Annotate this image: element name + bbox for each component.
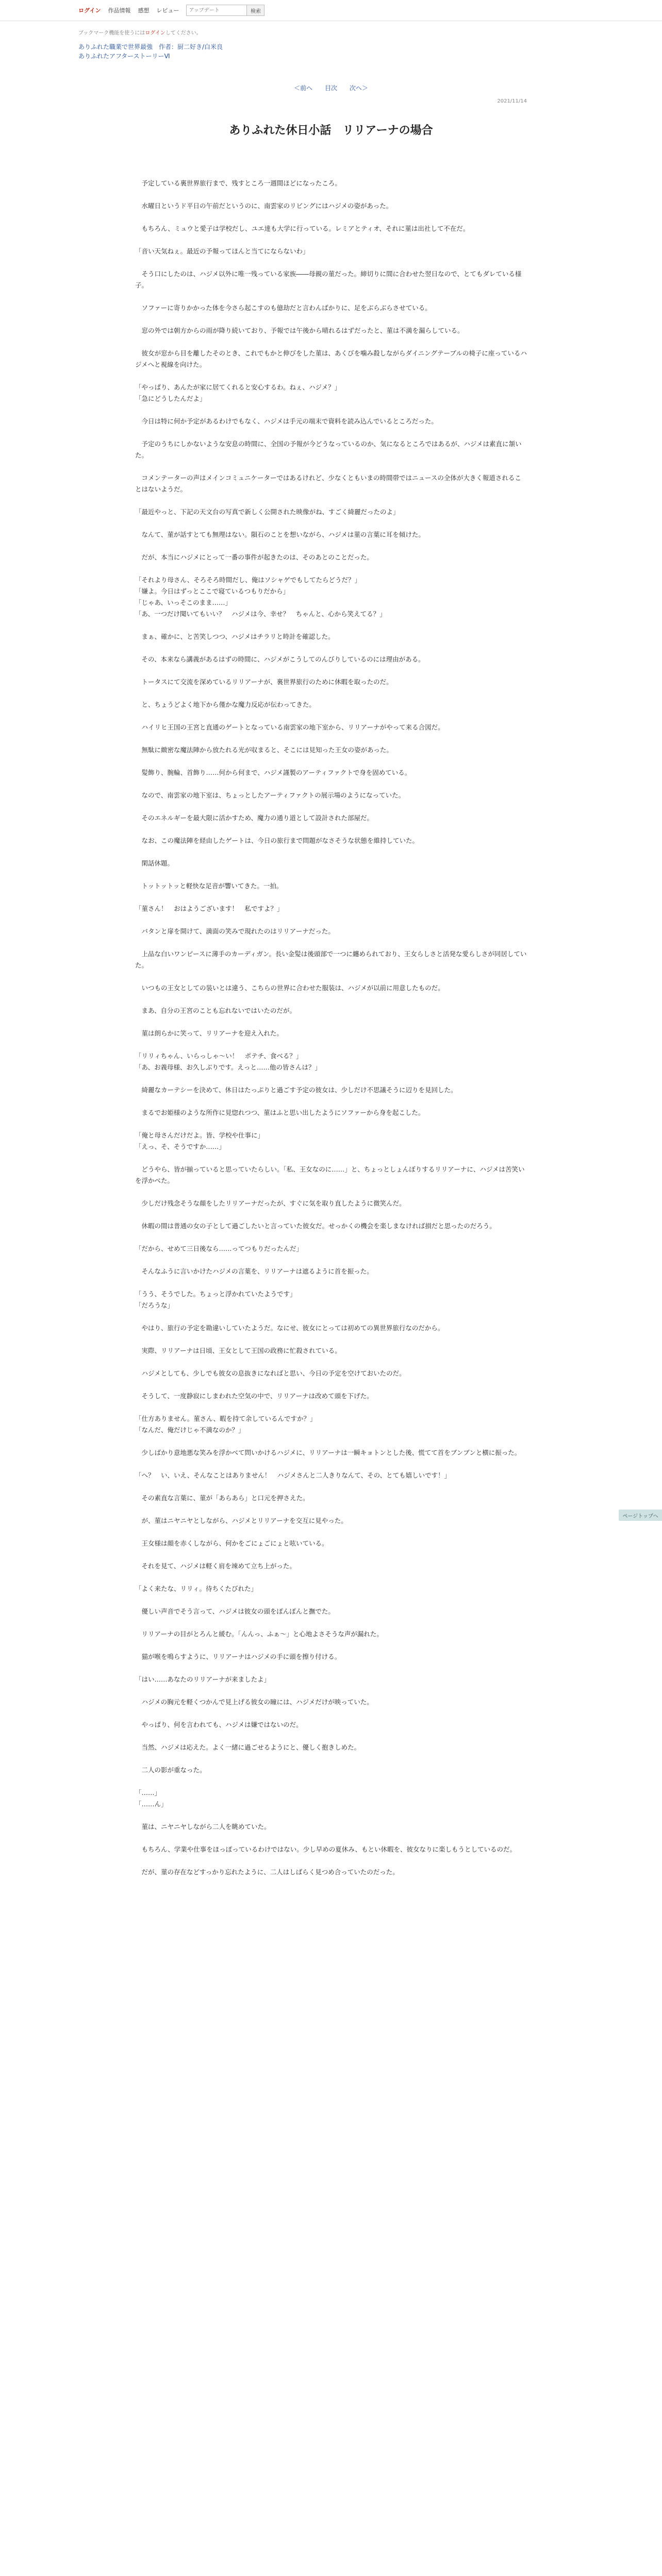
- body-paragraph: 王女様は顔を赤くしながら、何かをごにょごにょと呟いている。: [135, 1539, 328, 1547]
- body-paragraph: 「仕方ありません。菫さん、暇を持て余しているんですか？」 「なんだ、俺だけじゃ不満なのか？」: [135, 1415, 317, 1434]
- body-paragraph: 「音い天気ねぇ。最近の予報ってほんと当てにならないわ」: [135, 247, 309, 255]
- publish-date: 2021/11/14: [497, 98, 527, 104]
- body-paragraph: どうやら、皆が揃っていると思っていたらしい。「私、王女なのに……」と、ちょっとしょんぼりするリリアーナに、ハジメは苦笑いを浮かべた。: [135, 1165, 525, 1184]
- body-paragraph: やはり、旅行の予定を勘違いしていたようだ。なにせ、彼女にとっては初めての異世界旅行なのだから。: [135, 1324, 444, 1332]
- body-paragraph: いつもの王女としての装いとは違う、こちらの世界に合わせた服装は、ハジメが以前に用意したものだ。: [135, 984, 444, 992]
- body-paragraph: まるでお姫様のような所作に見惚れつつ、菫はふと思い出したようにソファーから身を起こした。: [135, 1109, 425, 1116]
- body-paragraph: ハジメとしても、少しでも彼女の息抜きになればと思い、今日の予定を空けておいたのだ。: [135, 1369, 406, 1377]
- body-paragraph: ソファーに寄りかかった体を今さら起こすのも億劫だと言わんばかりに、足をぶらぶらさせている。: [135, 304, 432, 312]
- nav-link-work-info[interactable]: 作品情報: [108, 7, 131, 14]
- body-paragraph: その、本来なら講義があるはずの時間に、ハジメがこうしてのんびりしているのには理由がある。: [135, 655, 425, 663]
- body-paragraph: 髪飾り、腕輪、首飾り……何から何まで、ハジメ謹製のアーティファクトで身を固めている。: [135, 769, 411, 776]
- episode-pager: [78, 83, 584, 92]
- body-paragraph: 彼女が窓から目を離したそのとき、これでもかと伸びをした菫は、あくびを噛み殺しながらダイニングテーブルの椅子に座っているハジメへと視線を向けた。: [135, 349, 527, 368]
- body-paragraph: 窓の外では朝方からの雨が降り続いており、予報では午後から晴れるはずだったと、菫は不満を漏らしている。: [135, 327, 464, 334]
- body-paragraph: もちろん、学業や仕事をほっぽっているわけではない。少し早めの夏休み、もとい休暇を、彼女なりに楽しもうとしているのだ。: [135, 1845, 517, 1853]
- body-paragraph: 少しばかり意地悪な笑みを浮かべて問いかけるハジメに、リリアーナは一瞬キョトンとした後、慌てて首をブンブンと横に振った。: [135, 1449, 521, 1456]
- body-paragraph: 菫は朗らかに笑って、リリアーナを迎え入れた。: [135, 1029, 283, 1037]
- body-paragraph: そのエネルギーを最大限に活かすため、魔力の通り道として設計された部屋だ。: [135, 814, 374, 822]
- body-paragraph: 当然、ハジメは応えた。よく一緒に過ごせるようにと、優しく抱きしめた。: [135, 1743, 361, 1751]
- body-paragraph: トータスにて交流を深めているリリアーナが、裏世界旅行のために休暇を取ったのだ。: [135, 678, 393, 686]
- body-paragraph: 今日は特に何か予定があるわけでもなく、ハジメは手元の端末で資料を読み込んでいるところだった。: [135, 417, 438, 425]
- body-paragraph: 二人の影が重なった。: [135, 1766, 206, 1774]
- login-link[interactable]: ログイン: [78, 7, 101, 14]
- body-paragraph: 「よく来たな、リリィ。待ちくたびれた」: [135, 1585, 258, 1592]
- body-paragraph: 「最近やっと、下記の天文台の写真で新しく公開された映像がね、すごく綺麗だったのよ」: [135, 508, 400, 516]
- body-paragraph: 実際、リリアーナは日頃、王女として王国の政務に忙殺されている。: [135, 1347, 341, 1354]
- nav-link-reviews[interactable]: レビュー: [156, 7, 179, 14]
- body-paragraph: 「俺と母さんだけだよ。皆、学校や仕事に」 「えっ、そ、そうですか……」: [135, 1131, 264, 1150]
- body-paragraph: そう口にしたのは、ハジメ以外に唯一残っている家族――母親の菫だった。締切りに間に合わせた翌日なので、とてもダレている様子。: [135, 270, 522, 289]
- body-paragraph: 「うう、そうでした。ちょっと浮かれていたようです」 「だろうな」: [135, 1290, 296, 1309]
- body-paragraph: その素直な言葉に、菫が「あらあら」と口元を押さえた。: [135, 1494, 309, 1502]
- body-paragraph: そんなふうに言いかけたハジメの言葉を、リリアーナは遮るように首を振った。: [135, 1267, 373, 1275]
- body-paragraph: ハジメの胸元を軽くつかんで見上げる彼女の瞳には、ハジメだけが映っていた。: [135, 1698, 373, 1706]
- body-paragraph: バタンと扉を開けて、満面の笑みで現れたのはリリアーナだった。: [135, 927, 335, 935]
- body-paragraph: 閑話休題。: [135, 859, 174, 867]
- bookmark-notice-suffix: してください。: [165, 30, 202, 36]
- body-paragraph: まぁ、確かに、と苦笑しつつ、ハジメはチラリと時計を確認した。: [135, 633, 335, 640]
- series-title-link[interactable]: ありふれた職業で世界最強 作者：厨二好き/白米良: [78, 43, 223, 50]
- body-paragraph: だが、本当にハジメにとって一番の事件が起きたのは、そのあとのことだった。: [135, 553, 373, 561]
- body-paragraph: 無駄に緻密な魔法陣から放たれる光が収まると、そこには見知った王女の姿があった。: [135, 746, 393, 754]
- body-paragraph: なお、この魔法陣を経由したゲートは、今日の旅行まで問題がなさそうな状態を維持していた。: [135, 837, 419, 844]
- body-paragraph: 「……」 「……ん」: [135, 1789, 168, 1808]
- prev-episode-link[interactable]: ＜前へ: [294, 84, 313, 92]
- body-paragraph: 休暇の間は普通の女の子として過ごしたいと言っていた彼女だ。せっかくの機会を楽しまなければ損だと思ったのだろう。: [135, 1222, 496, 1230]
- body-paragraph: 「菫さん！ おはようございます！ 私ですよ？」: [135, 905, 284, 912]
- body-paragraph: なんて、菫が話すとても無理はない。隕石のことを想いながら、ハジメは菫の言葉に耳を傾けた。: [135, 531, 425, 538]
- body-paragraph: もちろん、ミュウと愛子は学校だし、ユエ達も大学に行っている。レミアとティオ、それに菫は出社して不在だ。: [135, 225, 470, 232]
- body-paragraph: 「はい……あなたのリリアーナが来ましたよ」: [135, 1675, 271, 1683]
- body-paragraph: トットットッと軽快な足音が響いてきた。一拍。: [135, 882, 283, 890]
- body-paragraph: 予定のうちにしかないような安息の時間に、全国の予報が今どうなっているのか、気になるところではあるが、ハジメは素直に頷いた。: [135, 440, 522, 459]
- body-paragraph: だが、菫の存在などすっかり忘れたように、二人はしばらく見つめ合っていたのだった。: [135, 1868, 399, 1876]
- search-input[interactable]: [187, 8, 246, 13]
- body-paragraph: 「リリィちゃん、いらっしゃ～い！ ポテチ、食べる？」 「あ、お義母様、お久しぶりです。えっと……他の皆さんは？」: [135, 1052, 322, 1071]
- body-paragraph: 猫が喉を鳴らすように、リリアーナはハジメの手に頭を擦り付ける。: [135, 1653, 341, 1660]
- body-paragraph: そうして、一度静寂にしまわれた空気の中で、リリアーナは改めて頭を下げた。: [135, 1392, 373, 1400]
- body-paragraph: まあ、自分の王宮のことも忘れないではいたのだが。: [135, 1007, 296, 1014]
- nav-link-impressions[interactable]: 感想: [138, 7, 150, 14]
- body-paragraph: 「それより母さん、そろそろ時間だし、俺はソシャゲでもしてたらどうだ？」 「嫌よ。今日はずっとここで寝ているつもりだから」 「じゃあ、いっそこのまま……」 「あ、一つだけ聞いてもいい？ ハジメは今、幸せ？ ちゃんと、心から笑えてる？」: [135, 576, 386, 618]
- bookmark-notice-prefix: ブックマーク機能を使うには: [78, 30, 145, 36]
- next-episode-link[interactable]: 次へ＞: [349, 84, 368, 92]
- body-paragraph: 優しい声音でそう言って、ハジメは彼女の頭をぽんぽんと撫でた。: [135, 1607, 335, 1615]
- body-paragraph: 少しだけ残念そうな顔をしたリリアーナだったが、すぐに気を取り直したように微笑んだ。: [135, 1199, 406, 1207]
- body-paragraph: 予定している裏世界旅行まで、残すところ一週間ほどになったころ。: [135, 179, 341, 187]
- content-column: [78, 28, 584, 1878]
- body-paragraph: 菫は、ニヤニヤしながら二人を眺めていた。: [135, 1823, 271, 1831]
- episode-group-link[interactable]: ありふれたアフターストーリーⅥ: [78, 53, 170, 60]
- page-top-button[interactable]: ページトップへ: [619, 1510, 662, 1521]
- body-paragraph: やっぱり、何を言われても、ハジメは嫌ではないのだ。: [135, 1721, 303, 1728]
- chapter-title: ありふれた休日小話 リリアーナの場合: [229, 124, 433, 137]
- body-paragraph: コメンテーターの声はメインコミュニケーターではあるけれど、少なくともいまの時間帯ではニュースの全体が大きく報道されることはないようだ。: [135, 474, 521, 493]
- body-paragraph: が、菫はニヤニヤとしながら、ハジメとリリアーナを交互に見やった。: [135, 1517, 347, 1524]
- body-paragraph: 上品な白いワンピースに薄手のカーディガン。長い金髪は後頭部で一つに纏められており、王女らしさと活発な愛らしさが同居していた。: [135, 950, 527, 969]
- body-paragraph: 綺麗なカーテシーを決めて、休日はたっぷりと過ごす予定の彼女は、少しだけ不思議そうに辺りを見回した。: [135, 1086, 457, 1094]
- body-paragraph: と、ちょうどよく地下から僅かな魔力反応が伝わってきた。: [135, 701, 316, 708]
- search-box: [186, 5, 264, 16]
- body-paragraph: 「やっぱり、あんたが家に居てくれると安心するわ。ねぇ、ハジメ？」 「急にどうしたんだよ」: [135, 383, 341, 402]
- body-paragraph: なので、南雲家の地下室は、ちょっとしたアーティファクトの展示場のようになっていた。: [135, 791, 405, 799]
- bookmark-notice: [78, 28, 584, 36]
- search-button[interactable]: 検索: [246, 5, 264, 15]
- table-of-contents-link[interactable]: 目次: [324, 84, 337, 92]
- body-paragraph: 水曜日というド平日の午前だというのに、南雲家のリビングにはハジメの姿があった。: [135, 202, 393, 210]
- top-navigation-bar: [0, 0, 662, 21]
- body-paragraph: 「へ？ い、いえ、そんなことはありません！ ハジメさんと二人きりなんて、その、とても嬉しいです！」: [135, 1471, 451, 1479]
- top-navigation-inner: [78, 0, 584, 21]
- bookmark-notice-login-link[interactable]: ログイン: [145, 30, 166, 36]
- novel-body: [135, 178, 527, 1878]
- body-paragraph: ハイリヒ王国の王宮と直通のゲートとなっている南雲家の地下室から、リリアーナがやって来る合図だ。: [135, 723, 444, 731]
- body-paragraph: リリアーナの目がとろんと緩む。「んんっ、ふぁ～」と心地よさそうな声が漏れた。: [135, 1630, 383, 1638]
- body-paragraph: 「だから、せめて三日後なら……ってつもりだったんだ」: [135, 1245, 303, 1252]
- body-paragraph: それを見て、ハジメは軽く肩を竦めて立ち上がった。: [135, 1562, 296, 1570]
